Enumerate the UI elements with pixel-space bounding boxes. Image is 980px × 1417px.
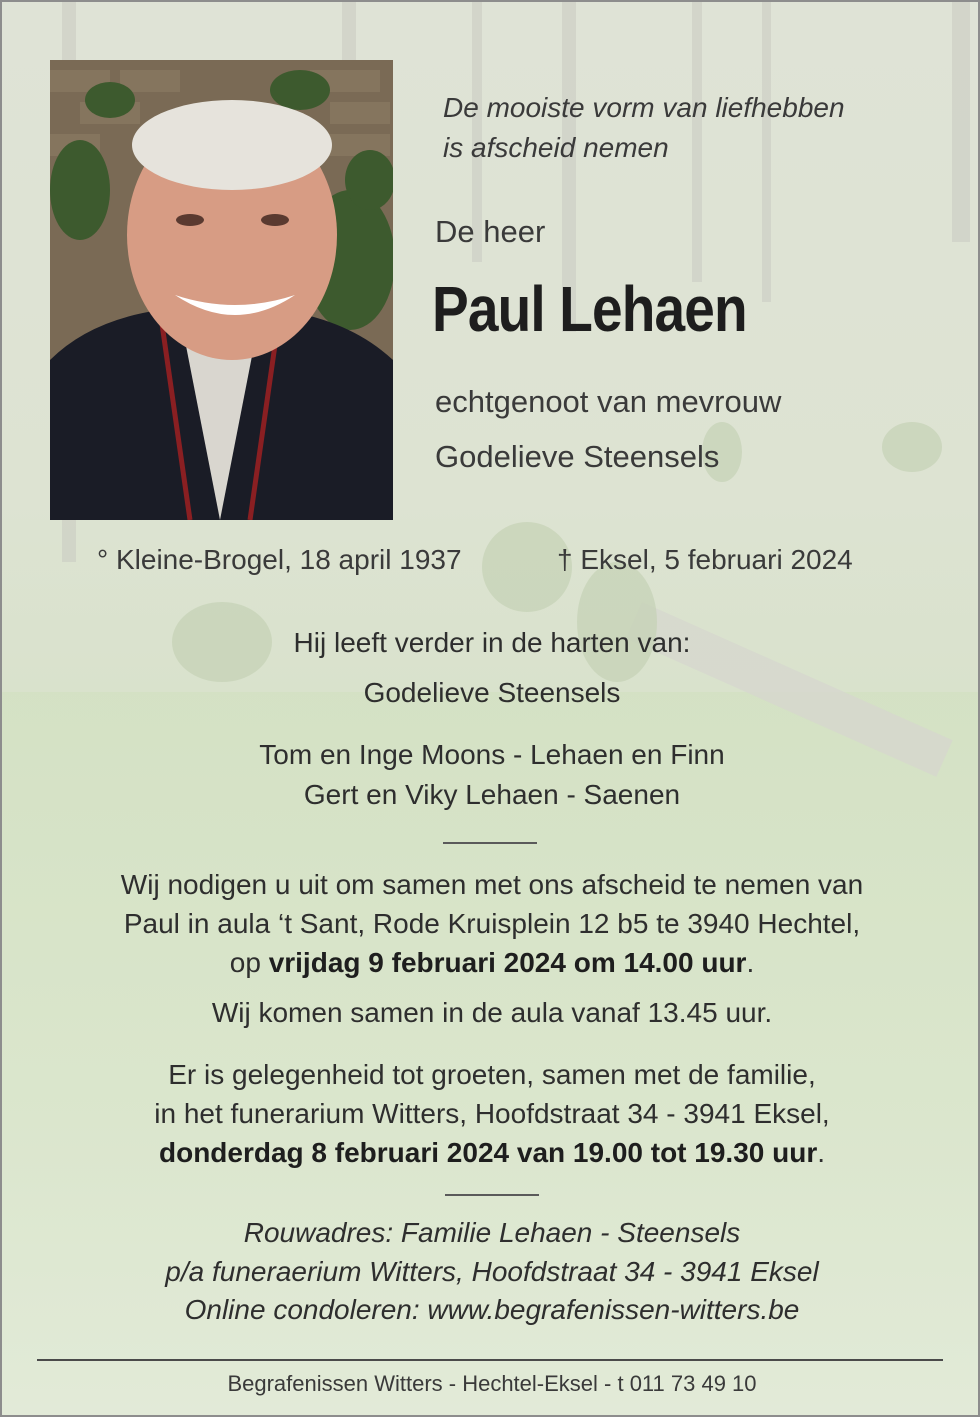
footer-divider — [37, 1359, 943, 1361]
gathering-time: Wij komen samen in de aula vanaf 13.45 uur. — [211, 997, 773, 1028]
death-info: † Eksel, 5 februari 2024 — [557, 544, 853, 575]
family-spouse: Godelieve Steensels — [363, 677, 621, 708]
visitation-line-2: in het funerarium Witters, Hoofdstraat 34 - 3941 Eksel, — [154, 1098, 830, 1129]
deceased-name: Paul Lehaen — [432, 273, 747, 345]
visitation-datetime: donderdag 8 februari 2024 van 19.00 tot 19.30 uur — [158, 1137, 818, 1168]
visitation-suffix: . — [817, 1137, 826, 1168]
ceremony-line-1: Wij nodigen u uit om samen met ons afscheid te nemen van — [120, 869, 864, 900]
divider — [445, 1194, 539, 1196]
honorific: De heer — [435, 214, 546, 249]
family-intro: Hij leeft verder in de harten van: — [293, 627, 691, 658]
portrait-image — [50, 60, 393, 520]
mourning-address-1: Rouwadres: Familie Lehaen - Steensels — [243, 1217, 741, 1248]
visitation-line-3 — [2, 1137, 980, 1169]
footer-text: Begrafenissen Witters - Hechtel-Eksel - t 011 73 49 10 — [227, 1371, 757, 1396]
ceremony-suffix: . — [746, 947, 755, 978]
motto-line-2: is afscheid nemen — [443, 132, 669, 163]
visitation-line-1: Er is gelegenheid tot groeten, samen met de familie, — [168, 1059, 816, 1090]
mourning-address-2: p/a funeraerium Witters, Hoofdstraat 34 - 3941 Eksel — [165, 1256, 819, 1287]
family-child-2: Gert en Viky Lehaen - Saenen — [303, 779, 681, 810]
family-child-1: Tom en Inge Moons - Lehaen en Finn — [259, 739, 725, 770]
divider — [443, 842, 537, 844]
ceremony-line-2: Paul in aula ‘t Sant, Rode Kruisplein 12 b5 te 3940 Hechtel, — [123, 908, 861, 939]
motto — [443, 88, 845, 168]
ceremony-datetime: vrijdag 9 februari 2024 om 14.00 uur — [268, 947, 747, 978]
ceremony-line-3 — [2, 947, 980, 979]
portrait-photo — [50, 60, 393, 520]
online-condolence[interactable]: Online condoleren: www.begrafenissen-witters.be — [184, 1294, 800, 1325]
motto-line-1: De mooiste vorm van liefhebben — [443, 92, 845, 123]
ceremony-prefix: op — [229, 947, 269, 978]
spouse-name: Godelieve Steensels — [435, 439, 720, 474]
relation-text: echtgenoot van mevrouw — [435, 384, 782, 419]
birth-info: ° Kleine-Brogel, 18 april 1937 — [97, 544, 462, 575]
